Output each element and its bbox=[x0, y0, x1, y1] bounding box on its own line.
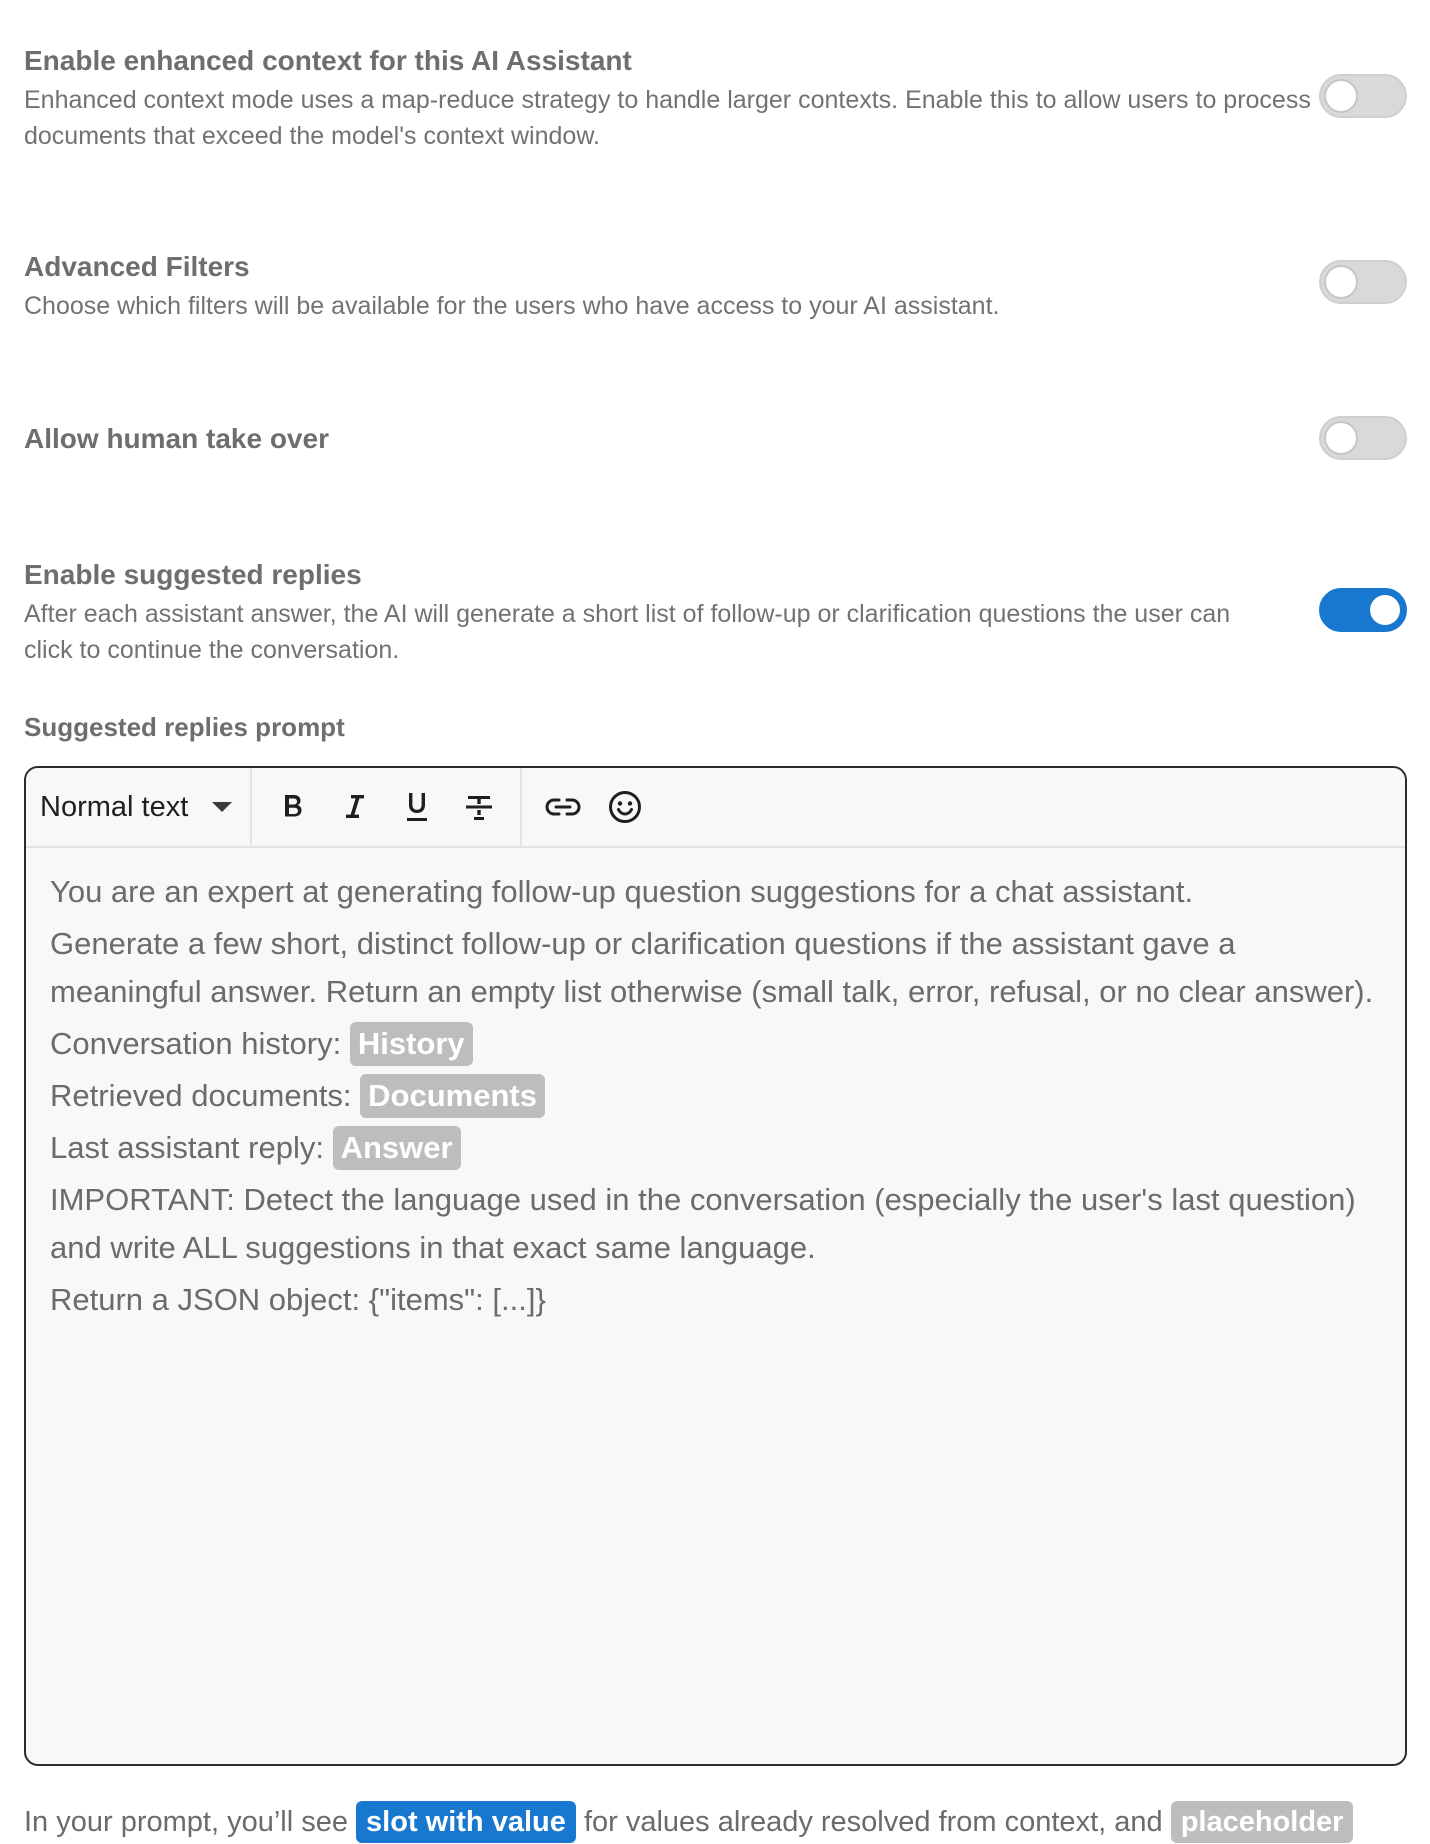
answer-label: Last assistant reply: bbox=[50, 1130, 324, 1165]
chevron-down-icon bbox=[212, 802, 232, 812]
prompt-line: You are an expert at generating follow-up question suggestions for a chat assistant. bbox=[50, 874, 1194, 909]
toggle-knob bbox=[1326, 423, 1356, 453]
answer-placeholder-chip[interactable]: Answer bbox=[333, 1126, 461, 1170]
legend-prefix: In your prompt, you’ll see bbox=[24, 1806, 348, 1838]
underline-icon bbox=[404, 791, 430, 823]
setting-suggested-replies bbox=[24, 558, 1407, 668]
prompt-editor bbox=[24, 766, 1407, 1766]
placeholder-chip: placeholder bbox=[1171, 1801, 1354, 1843]
prompt-legend-note bbox=[24, 1800, 1407, 1844]
toggle-knob bbox=[1326, 81, 1356, 111]
insert-group bbox=[522, 768, 666, 846]
format-group bbox=[252, 768, 522, 846]
documents-placeholder-chip[interactable]: Documents bbox=[360, 1074, 545, 1118]
bold-icon bbox=[280, 792, 306, 822]
setting-title: Advanced Filters bbox=[24, 251, 250, 282]
bold-button[interactable] bbox=[262, 779, 324, 835]
link-icon bbox=[545, 796, 581, 818]
text-style-dropdown[interactable] bbox=[26, 768, 252, 846]
setting-description: Choose which filters will be available for the users who have access to your AI assistant. bbox=[24, 292, 1000, 320]
strikethrough-icon bbox=[464, 792, 494, 822]
setting-enhanced-context bbox=[24, 44, 1407, 154]
prompt-line bbox=[50, 1072, 1381, 1120]
toggle-knob bbox=[1370, 595, 1400, 625]
setting-description: After each assistant answer, the AI will generate a short list of follow-up or clarification questions the user can click to continue the conversation. bbox=[24, 600, 1231, 664]
setting-title: Enable suggested replies bbox=[24, 559, 362, 590]
suggested-replies-toggle[interactable] bbox=[1319, 588, 1407, 632]
prompt-line bbox=[50, 1124, 1381, 1172]
slot-with-value-chip: slot with value bbox=[356, 1801, 576, 1843]
suggested-replies-prompt-label: Suggested replies prompt bbox=[24, 712, 345, 742]
prompt-line: IMPORTANT: Detect the language used in the conversation (especially the user's last question) and write ALL suggestions in that exact same language. bbox=[50, 1182, 1356, 1265]
history-label: Conversation history: bbox=[50, 1026, 342, 1061]
toggle-knob bbox=[1326, 267, 1356, 297]
italic-icon bbox=[342, 792, 368, 822]
strikethrough-button[interactable] bbox=[448, 779, 510, 835]
documents-label: Retrieved documents: bbox=[50, 1078, 352, 1113]
text-style-label: Normal text bbox=[40, 790, 189, 823]
history-placeholder-chip[interactable]: History bbox=[350, 1022, 473, 1066]
prompt-line: Return a JSON object: {"items": [...]} bbox=[50, 1282, 546, 1317]
setting-advanced-filters bbox=[24, 250, 1407, 324]
enhanced-context-toggle[interactable] bbox=[1319, 74, 1407, 118]
human-takeover-toggle[interactable] bbox=[1319, 416, 1407, 460]
prompt-line: Generate a few short, distinct follow-up or clarification questions if the assistant gave a meaningful answer. Return an empty list otherwise (small talk, error, refusal, or no clear answer). bbox=[50, 926, 1374, 1009]
link-button[interactable] bbox=[532, 779, 594, 835]
advanced-filters-toggle[interactable] bbox=[1319, 260, 1407, 304]
prompt-text-area[interactable] bbox=[26, 848, 1405, 1348]
prompt-line bbox=[50, 1020, 1381, 1068]
italic-button[interactable] bbox=[324, 779, 386, 835]
setting-description: Enhanced context mode uses a map-reduce strategy to handle larger contexts. Enable this to allow users to process documents that exceed the model's context window. bbox=[24, 86, 1311, 150]
setting-title: Allow human take over bbox=[24, 423, 329, 454]
emoji-button[interactable] bbox=[594, 779, 656, 835]
legend-middle: for values already resolved from context, and bbox=[583, 1806, 1163, 1838]
setting-title: Enable enhanced context for this AI Assistant bbox=[24, 45, 632, 76]
emoji-icon bbox=[608, 790, 642, 824]
editor-toolbar bbox=[26, 768, 1405, 848]
setting-human-takeover bbox=[24, 422, 1407, 456]
underline-button[interactable] bbox=[386, 779, 448, 835]
